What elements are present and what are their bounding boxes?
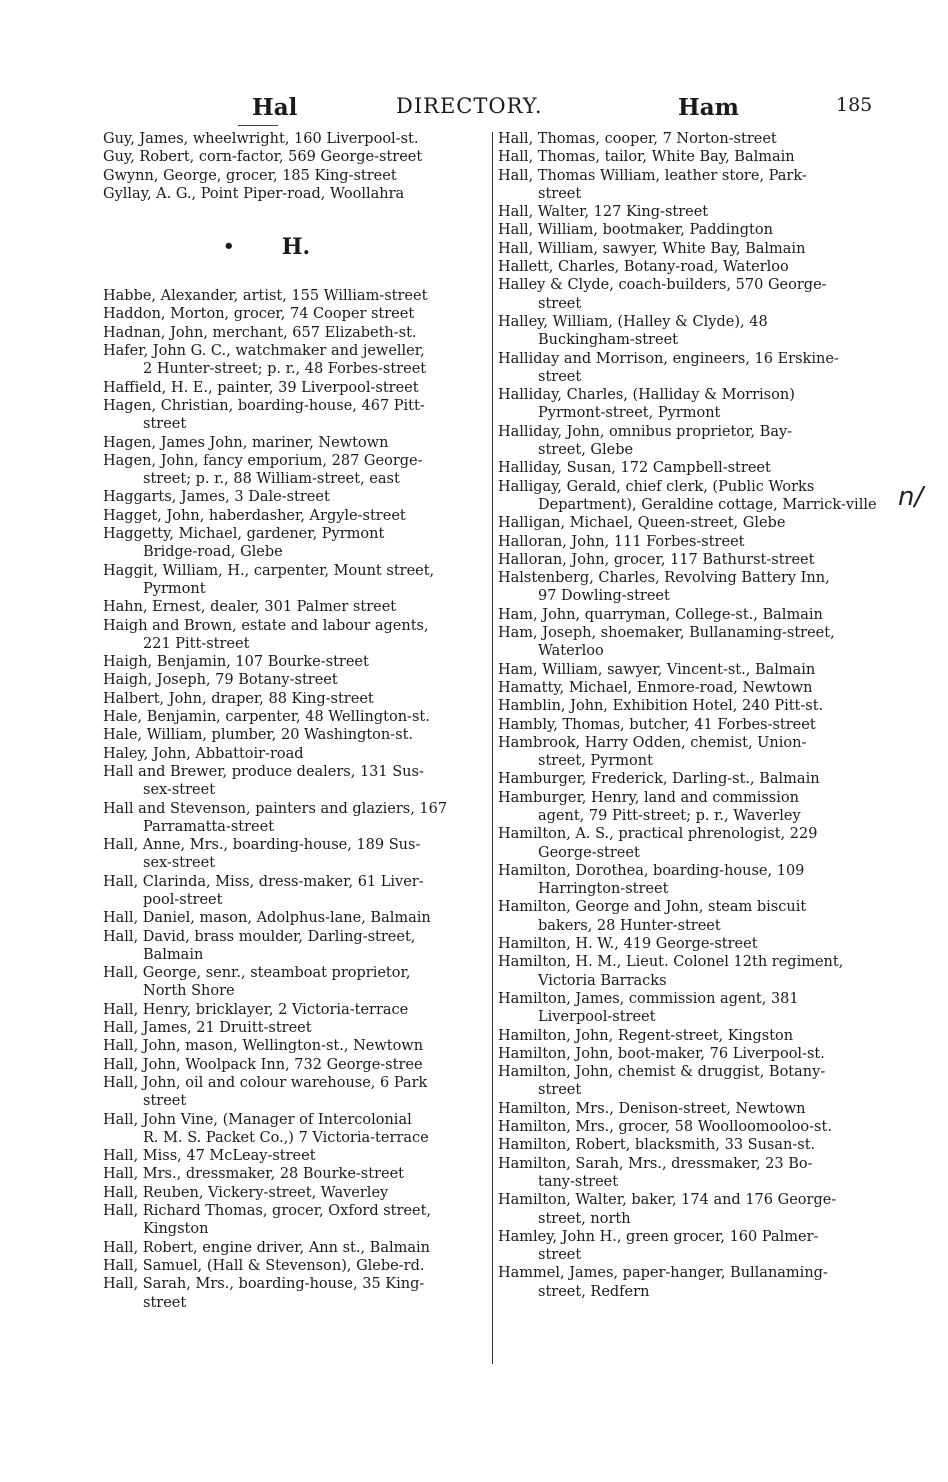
directory-entry <box>498 459 882 477</box>
directory-entry <box>498 716 882 734</box>
entry-text: Hamilton, John, chemist & druggist, Botany- <box>498 1064 826 1081</box>
entry-text: Hagget, John, haberdasher, Argyle-street <box>103 507 406 524</box>
directory-entry <box>103 342 489 379</box>
entry-text: Halstenberg, Charles, Revolving Battery Inn, <box>498 570 830 587</box>
entry-continuation: Bridge-road, Glebe <box>143 544 283 561</box>
directory-entry <box>498 734 882 771</box>
directory-entry <box>498 770 882 788</box>
entry-continuation: street; p. r., 88 William-street, east <box>143 471 400 488</box>
directory-entry <box>103 305 489 323</box>
directory-entry <box>103 653 489 671</box>
entry-text: Hamilton, Mrs., Denison-street, Newtown <box>498 1100 806 1117</box>
header-left-guide-word: Hal <box>252 94 298 121</box>
entry-text: Hamilton, Dorothea, boarding-house, 109 <box>498 862 805 879</box>
entry-text: Ham, John, quarryman, College-st., Balmain <box>498 606 823 623</box>
directory-entry <box>498 313 882 350</box>
header-title: DIRECTORY. <box>396 94 543 118</box>
directory-entry <box>103 1111 489 1148</box>
entry-text: Hale, William, plumber, 20 Washington-st. <box>103 727 414 744</box>
entry-text: Hall, George, senr., steamboat proprietor, <box>103 965 411 982</box>
directory-entry <box>498 624 882 661</box>
directory-entry <box>498 167 882 204</box>
entry-text: Hamilton, H. M., Lieut. Colonel 12th regiment, <box>498 954 844 971</box>
entry-continuation: 221 Pitt-street <box>143 635 250 652</box>
entry-text: Hamburger, Henry, land and commission <box>498 789 799 806</box>
directory-entry <box>498 661 882 679</box>
entry-continuation: street <box>538 295 582 312</box>
entry-text: Hall, Sarah, Mrs., boarding-house, 35 King- <box>103 1276 425 1293</box>
directory-entry <box>103 708 489 726</box>
directory-entry <box>103 909 489 927</box>
entry-continuation: Pyrmont-street, Pyrmont <box>538 405 721 422</box>
entry-continuation: street, Redfern <box>538 1283 650 1300</box>
directory-entry <box>103 148 489 166</box>
directory-entry <box>103 1037 489 1055</box>
entry-continuation: street <box>143 416 187 433</box>
entry-text: Haffield, H. E., painter, 39 Liverpool-street <box>103 379 419 396</box>
entry-text: Hall, Miss, 47 McLeay-street <box>103 1148 316 1165</box>
entry-continuation: Parramatta-street <box>143 818 275 835</box>
directory-entry <box>103 488 489 506</box>
entry-text: Guy, James, wheelwright, 160 Liverpool-st. <box>103 131 419 147</box>
entry-text: Hall and Brewer, produce dealers, 131 Sus- <box>103 763 424 780</box>
directory-entry <box>498 1155 882 1192</box>
entry-continuation: street <box>538 1082 582 1099</box>
entry-continuation: agent, 79 Pitt-street; p. r., Waverley <box>538 807 801 824</box>
column-divider <box>492 132 493 1364</box>
header-right-guide-word: Ham <box>678 94 739 121</box>
entry-text: Hall, Mrs., dressmaker, 28 Bourke-street <box>103 1166 404 1183</box>
directory-entry <box>498 1045 882 1063</box>
directory-entry <box>103 434 489 452</box>
entry-text: Hamilton, George and John, steam biscuit <box>498 899 807 916</box>
entry-text: Hall, Robert, engine driver, Ann st., Balmain <box>103 1239 430 1256</box>
entry-text: Halliday, Charles, (Halliday & Morrison) <box>498 387 795 404</box>
directory-entry <box>103 379 489 397</box>
entry-text: Hall, Thomas, tailor, White Bay, Balmain <box>498 149 795 166</box>
entry-text: Haigh, Joseph, 79 Botany-street <box>103 672 338 689</box>
entry-text: Hall, Samuel, (Hall & Stevenson), Glebe-rd. <box>103 1257 425 1274</box>
entry-text: Hall, Henry, bricklayer, 2 Victoria-terrace <box>103 1001 409 1018</box>
directory-entry <box>498 258 882 276</box>
entry-text: Hall, David, brass moulder, Darling-street, <box>103 928 416 945</box>
entry-text: Hadnan, John, merchant, 657 Elizabeth-st. <box>103 324 417 341</box>
entry-text: Hahn, Ernest, dealer, 301 Palmer street <box>103 599 397 616</box>
directory-entry <box>498 1228 882 1265</box>
entry-text: Haggetty, Michael, gardener, Pyrmont <box>103 526 385 543</box>
directory-entry <box>103 598 489 616</box>
entry-text: Hamilton, James, commission agent, 381 <box>498 990 799 1007</box>
directory-entry <box>498 862 882 899</box>
entry-continuation: pool-street <box>143 891 223 908</box>
directory-entry <box>103 452 489 489</box>
entry-text: Halligay, Gerald, chief clerk, (Public Works <box>498 478 815 495</box>
entry-text: Ham, William, sawyer, Vincent-st., Balmain <box>498 661 816 678</box>
entry-text: Hamilton, John, Regent-street, Kingston <box>498 1027 794 1044</box>
bullet-icon: • <box>223 236 235 258</box>
entry-continuation: sex-street <box>143 855 216 872</box>
entry-continuation: Pyrmont <box>143 580 206 597</box>
directory-entry <box>103 1074 489 1111</box>
entry-text: Hagen, Christian, boarding-house, 467 Pitt- <box>103 397 425 414</box>
directory-entry <box>498 898 882 935</box>
directory-entry <box>498 514 882 532</box>
entry-text: Hall, Reuben, Vickery-street, Waverley <box>103 1184 389 1201</box>
entry-text: Ham, Joseph, shoemaker, Bullanaming-street, <box>498 625 835 642</box>
directory-entry <box>103 1257 489 1275</box>
entry-continuation: sex-street <box>143 782 216 799</box>
entry-text: Guy, Robert, corn-factor, 569 George-street <box>103 149 423 166</box>
entry-text: Hall, Clarinda, Miss, dress-maker, 61 Liver- <box>103 873 424 890</box>
entry-continuation: 2 Hunter-street; p. r., 48 Forbes-street <box>143 361 427 378</box>
directory-entry <box>103 397 489 434</box>
page-header <box>0 94 948 124</box>
directory-entry <box>103 1019 489 1037</box>
directory-entry <box>498 1136 882 1154</box>
directory-entry <box>103 1165 489 1183</box>
entry-text: Hale, Benjamin, carpenter, 48 Wellington-st. <box>103 709 430 726</box>
directory-entry <box>103 873 489 910</box>
directory-entry <box>103 1147 489 1165</box>
entry-text: Haggit, William, H., carpenter, Mount street, <box>103 562 435 579</box>
entry-continuation: street <box>538 1247 582 1264</box>
directory-entry <box>103 1275 489 1312</box>
entry-text: Hamblin, John, Exhibition Hotel, 240 Pitt-st. <box>498 698 824 715</box>
directory-entry <box>498 1118 882 1136</box>
entry-text: Hamley, John H., green grocer, 160 Palmer- <box>498 1228 819 1245</box>
entry-text: Gyllay, A. G., Point Piper-road, Woollahra <box>103 185 405 202</box>
entry-text: Hall, Richard Thomas, grocer, Oxford street, <box>103 1203 432 1220</box>
entry-text: Halbert, John, draper, 88 King-street <box>103 690 374 707</box>
entry-text: Hamilton, John, boot-maker, 76 Liverpool-st. <box>498 1045 825 1062</box>
directory-entry <box>498 350 882 387</box>
directory-entry <box>103 617 489 654</box>
entry-continuation: Harrington-street <box>538 881 669 898</box>
entry-text: Hamilton, Walter, baker, 174 and 176 George- <box>498 1192 837 1209</box>
section-letter: H. <box>281 234 311 261</box>
directory-entry <box>103 690 489 708</box>
entry-text: Hamburger, Frederick, Darling-st., Balmain <box>498 771 820 788</box>
directory-entry <box>498 386 882 423</box>
directory-entry <box>103 324 489 342</box>
entry-text: Halloran, John, grocer, 117 Bathurst-street <box>498 551 815 568</box>
entry-continuation: North Shore <box>143 983 235 1000</box>
entry-text: Hamilton, Mrs., grocer, 58 Woolloomooloo-st. <box>498 1119 832 1136</box>
directory-entry <box>498 423 882 460</box>
entry-text: Hall and Stevenson, painters and glaziers, 167 <box>103 800 448 817</box>
directory-entry <box>103 1001 489 1019</box>
left-column <box>103 130 489 1312</box>
entry-continuation: Waterloo <box>538 643 604 660</box>
entry-continuation: street <box>538 368 582 385</box>
directory-entry <box>103 763 489 800</box>
entry-continuation: tany-street <box>538 1173 619 1190</box>
entry-continuation: George-street <box>538 844 640 861</box>
entry-text: Hall, Thomas, cooper, 7 Norton-street <box>498 131 777 147</box>
entry-text: Hall, Daniel, mason, Adolphus-lane, Balmain <box>103 910 431 927</box>
entry-text: Hamilton, Sarah, Mrs., dressmaker, 23 Bo- <box>498 1155 813 1172</box>
entry-text: Hall, John, Woolpack Inn, 732 George-stree <box>103 1056 423 1073</box>
directory-entry <box>498 478 882 515</box>
entry-text: Hall, William, bootmaker, Paddington <box>498 222 773 239</box>
entry-text: Hambrook, Harry Odden, chemist, Union- <box>498 734 807 751</box>
entry-text: Halligan, Michael, Queen-street, Glebe <box>498 515 786 532</box>
entry-text: Gwynn, George, grocer, 185 King-street <box>103 167 397 184</box>
directory-entry <box>498 1063 882 1100</box>
page-number: 185 <box>836 94 873 116</box>
directory-entry <box>103 287 489 305</box>
entry-continuation: Liverpool-street <box>538 1009 656 1026</box>
directory-entry <box>103 1202 489 1239</box>
directory-entry <box>498 953 882 990</box>
right-column <box>498 130 882 1301</box>
entry-text: Hambly, Thomas, butcher, 41 Forbes-street <box>498 716 816 733</box>
entry-text: Haddon, Morton, grocer, 74 Cooper street <box>103 306 415 323</box>
entry-text: Hall, Anne, Mrs., boarding-house, 189 Sus- <box>103 837 421 854</box>
section-letter-heading <box>103 229 489 265</box>
entry-continuation: Victoria Barracks <box>538 972 667 989</box>
directory-entry <box>498 240 882 258</box>
entry-continuation: Department), Geraldine cottage, Marrick-ville <box>538 496 877 513</box>
directory-entry <box>498 569 882 606</box>
directory-entry <box>498 825 882 862</box>
entry-text: Hamilton, H. W., 419 George-street <box>498 936 758 953</box>
directory-entry <box>103 836 489 873</box>
directory-entry <box>498 1100 882 1118</box>
entry-text: Haigh and Brown, estate and labour agents, <box>103 617 429 634</box>
entry-continuation: Kingston <box>143 1221 209 1238</box>
directory-entry <box>498 276 882 313</box>
entry-text: Hammel, James, paper-hanger, Bullanaming- <box>498 1265 828 1282</box>
entry-continuation: Balmain <box>143 946 204 963</box>
entry-text: Hallett, Charles, Botany-road, Waterloo <box>498 259 789 276</box>
directory-entry <box>498 533 882 551</box>
directory-entry <box>498 221 882 239</box>
entry-continuation: street, Glebe <box>538 442 634 459</box>
entry-continuation: R. M. S. Packet Co.,) 7 Victoria-terrace <box>143 1129 429 1146</box>
entry-continuation: street, Pyrmont <box>538 753 653 770</box>
entry-text: Habbe, Alexander, artist, 155 William-street <box>103 288 428 305</box>
entry-continuation: street <box>538 185 582 202</box>
handwritten-margin-note: n/ <box>898 482 924 512</box>
entry-text: Hall, James, 21 Druitt-street <box>103 1020 312 1037</box>
directory-entry <box>498 990 882 1027</box>
directory-entry <box>498 1027 882 1045</box>
entry-text: Hall, Walter, 127 King-street <box>498 204 709 221</box>
entry-text: Hagen, John, fancy emporium, 287 George- <box>103 452 423 469</box>
directory-entry <box>103 745 489 763</box>
entry-text: Hall, Thomas William, leather store, Park- <box>498 167 807 184</box>
directory-entry <box>103 1056 489 1074</box>
directory-entry <box>498 606 882 624</box>
directory-entry <box>103 1184 489 1202</box>
entry-text: Haley, John, Abbattoir-road <box>103 745 304 762</box>
entry-text: Halliday, Susan, 172 Campbell-street <box>498 460 771 477</box>
entry-text: Hall, John Vine, (Manager of Intercolonial <box>103 1111 412 1128</box>
entry-text: Hall, John, mason, Wellington-st., Newtown <box>103 1038 424 1055</box>
entry-text: Hall, William, sawyer, White Bay, Balmain <box>498 240 806 257</box>
entry-text: Haggarts, James, 3 Dale-street <box>103 489 330 506</box>
directory-entry <box>498 697 882 715</box>
directory-entry <box>103 726 489 744</box>
directory-entry <box>498 1264 882 1301</box>
directory-entry <box>103 185 489 203</box>
entry-text: Halliday, John, omnibus proprietor, Bay- <box>498 423 793 440</box>
entry-continuation: 97 Dowling-street <box>538 588 670 605</box>
directory-entry <box>103 800 489 837</box>
directory-entry <box>103 671 489 689</box>
directory-entry <box>103 507 489 525</box>
directory-entry <box>103 964 489 1001</box>
entry-continuation: street <box>143 1294 187 1311</box>
directory-entry <box>498 203 882 221</box>
entry-text: Hamatty, Michael, Enmore-road, Newtown <box>498 679 813 696</box>
entry-continuation: street, north <box>538 1210 631 1227</box>
entry-text: Hall, John, oil and colour warehouse, 6 Park <box>103 1074 428 1091</box>
entry-text: Halloran, John, 111 Forbes-street <box>498 533 745 550</box>
entry-text: Hamilton, Robert, blacksmith, 33 Susan-st. <box>498 1137 816 1154</box>
directory-entry <box>498 789 882 826</box>
directory-entry <box>103 525 489 562</box>
directory-entry <box>498 1191 882 1228</box>
directory-entry <box>498 148 882 166</box>
entry-text: Haigh, Benjamin, 107 Bourke-street <box>103 654 369 671</box>
directory-entry <box>498 679 882 697</box>
entry-continuation: Buckingham-street <box>538 332 678 349</box>
entry-text: Halliday and Morrison, engineers, 16 Erskine- <box>498 350 839 367</box>
entry-text: Halley & Clyde, coach-builders, 570 George- <box>498 277 827 294</box>
entry-text: Hamilton, A. S., practical phrenologist, 229 <box>498 826 818 843</box>
directory-entry <box>103 928 489 965</box>
directory-entry <box>103 130 489 148</box>
directory-entry <box>103 562 489 599</box>
header-rule <box>238 125 278 126</box>
directory-entry <box>103 1239 489 1257</box>
directory-entry <box>498 130 882 148</box>
entry-text: Hafer, John G. C., watchmaker and jeweller, <box>103 343 425 360</box>
entry-continuation: bakers, 28 Hunter-street <box>538 917 721 934</box>
entry-text: Halley, William, (Halley & Clyde), 48 <box>498 313 768 330</box>
directory-entry <box>498 935 882 953</box>
directory-entry <box>498 551 882 569</box>
entry-continuation: street <box>143 1093 187 1110</box>
directory-entry <box>103 167 489 185</box>
entry-text: Hagen, James John, mariner, Newtown <box>103 434 389 451</box>
